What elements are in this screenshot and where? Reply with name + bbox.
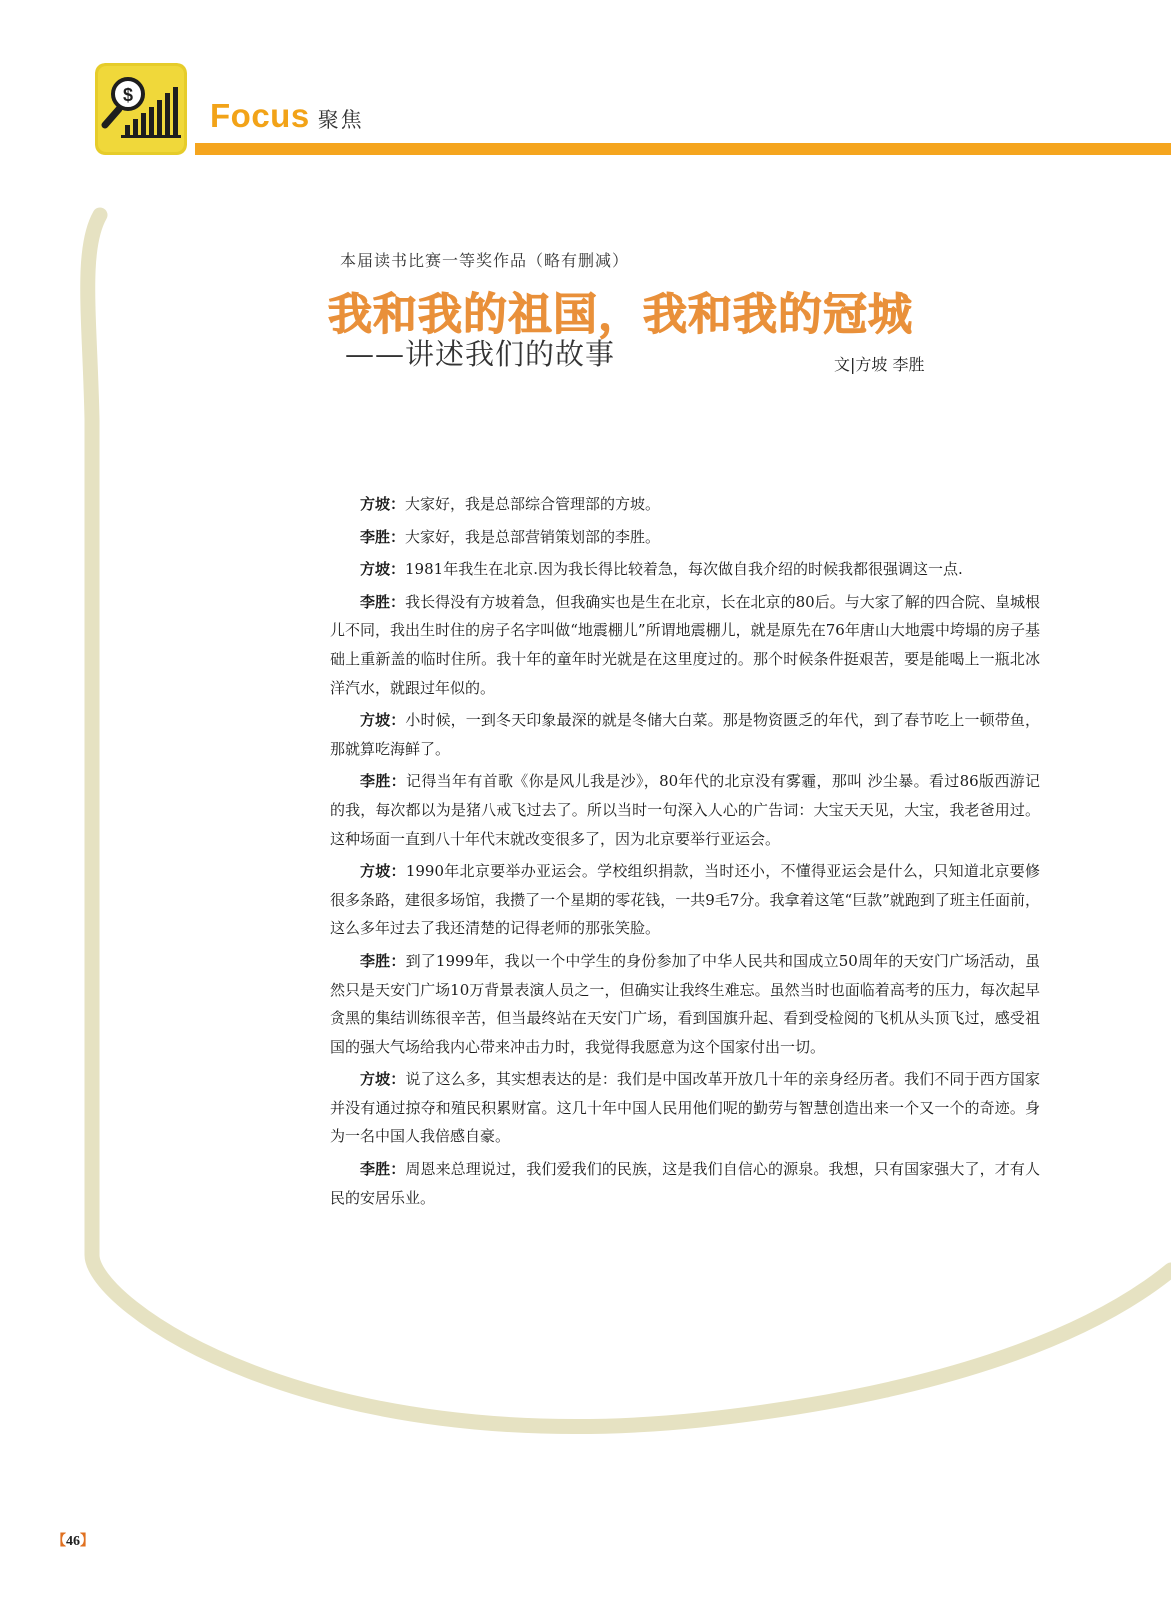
dialogue-paragraph — [330, 706, 1040, 763]
section-label — [210, 97, 364, 135]
speaker-name: 方坡： — [360, 560, 406, 579]
paragraph-text: 记得当年有首歌《你是风儿我是沙》，80年代的北京没有雾霾，那叫 沙尘暴。看过86版西游记的我，每次都以为是猪八戒飞过去了。所以当时一句深入人心的广告词：大宝天天见，大宝，我老爸用过。这种场面一直到八十年代末就改变很多了，因为北京要举行亚运会。 — [330, 772, 1040, 848]
paragraph-text: 周恩来总理说过，我们爱我们的民族，这是我们自信心的源泉。我想，只有国家强大了，才有人民的安居乐业。 — [330, 1160, 1040, 1207]
magnifier-bar-chart-icon — [95, 63, 187, 155]
article-byline: 文|方坡 李胜 — [834, 355, 925, 374]
article-kicker: 本届读书比赛一等奖作品（略有删减） — [340, 251, 630, 270]
dialogue-paragraph — [330, 523, 1040, 552]
paragraph-text: 大家好，我是总部综合管理部的方坡。 — [405, 495, 661, 513]
dialogue-paragraph — [330, 490, 1040, 519]
page-bracket-left: 【 — [52, 1534, 66, 1549]
dialogue-paragraph — [330, 1155, 1040, 1212]
dialogue-paragraph — [330, 1065, 1040, 1151]
section-title-zh: 聚焦 — [317, 108, 364, 132]
dialogue-paragraph — [330, 767, 1040, 853]
page-number — [52, 1530, 94, 1550]
page-bracket-right: 】 — [80, 1534, 94, 1549]
paragraph-text: 我长得没有方坡着急，但我确实也是生在北京，长在北京的80后。与大家了解的四合院、皇城根儿不同，我出生时住的房子名字叫做“地震棚儿”所谓地震棚儿，就是原先在76年唐山大地震中垮塌的房子基础上重新盖的临时住所。我十年的童年时光就是在这里度过的。那个时候条件挺艰苦，要是能喝上一瓶北冰洋汽水，就跟过年似的。 — [330, 592, 1040, 697]
dialogue-paragraph — [330, 588, 1040, 702]
speaker-name: 李胜： — [360, 951, 406, 970]
article-subtitle: ——讲述我们的故事 — [345, 337, 616, 371]
section-logo — [95, 63, 187, 155]
paragraph-text: 1990年北京要举办亚运会。学校组织捐款，当时还小，不懂得亚运会是什么，只知道北京要修很多条路，建很多场馆，我攒了一个星期的零花钱，一共9毛7分。我拿着这笔“巨款”就跑到了班主任面前，这么多年过去了我还清楚的记得老师的那张笑脸。 — [330, 862, 1040, 938]
paragraph-text: 大家好，我是总部营销策划部的李胜。 — [405, 527, 661, 546]
paragraph-text: 1981年我生在北京.因为我长得比较着急，每次做自我介绍的时候我都很强调这一点. — [405, 560, 963, 579]
speaker-name: 方坡： — [360, 1070, 406, 1089]
speaker-name: 方坡： — [360, 862, 406, 881]
speaker-name: 方坡： — [360, 495, 406, 513]
speaker-name: 方坡： — [360, 711, 406, 730]
dialogue-paragraph — [330, 555, 1040, 584]
speaker-name: 李胜： — [360, 527, 406, 546]
article-title: 我和我的祖国，我和我的冠城 — [328, 289, 913, 340]
article-body — [330, 490, 1040, 1216]
speaker-name: 李胜： — [360, 592, 406, 611]
section-title-en: Focus — [210, 97, 310, 134]
paragraph-text: 说了这么多，其实想表达的是：我们是中国改革开放几十年的亲身经历者。我们不同于西方国家并没有通过掠夺和殖民积累财富。这几十年中国人民用他们呢的勤劳与智慧创造出来一个又一个的奇迹。身为一名中国人我倍感自豪。 — [330, 1070, 1040, 1146]
dialogue-paragraph — [330, 857, 1040, 943]
speaker-name: 李胜： — [360, 1160, 406, 1179]
dialogue-paragraph — [330, 947, 1040, 1061]
speaker-name: 李胜： — [360, 772, 406, 791]
paragraph-text: 小时候，一到冬天印象最深的就是冬储大白菜。那是物资匮乏的年代，到了春节吃上一顿带鱼，那就算吃海鲜了。 — [330, 711, 1040, 758]
paragraph-text: 到了1999年，我以一个中学生的身份参加了中华人民共和国成立50周年的天安门广场活动，虽然只是天安门广场10万背景表演人员之一，但确实让我终生难忘。虽然当时也面临着高考的压力，每次起早贪黑的集结训练很辛苦，但当最终站在天安门广场，看到国旗升起、看到受检阅的飞机从头顶飞过，感受祖国的强大气场给我内心带来冲击力时，我觉得我愿意为这个国家付出一切。 — [330, 951, 1040, 1056]
header-rule — [195, 143, 1171, 155]
page-number-value: 46 — [66, 1534, 80, 1549]
logo-symbol: $ — [122, 85, 134, 105]
